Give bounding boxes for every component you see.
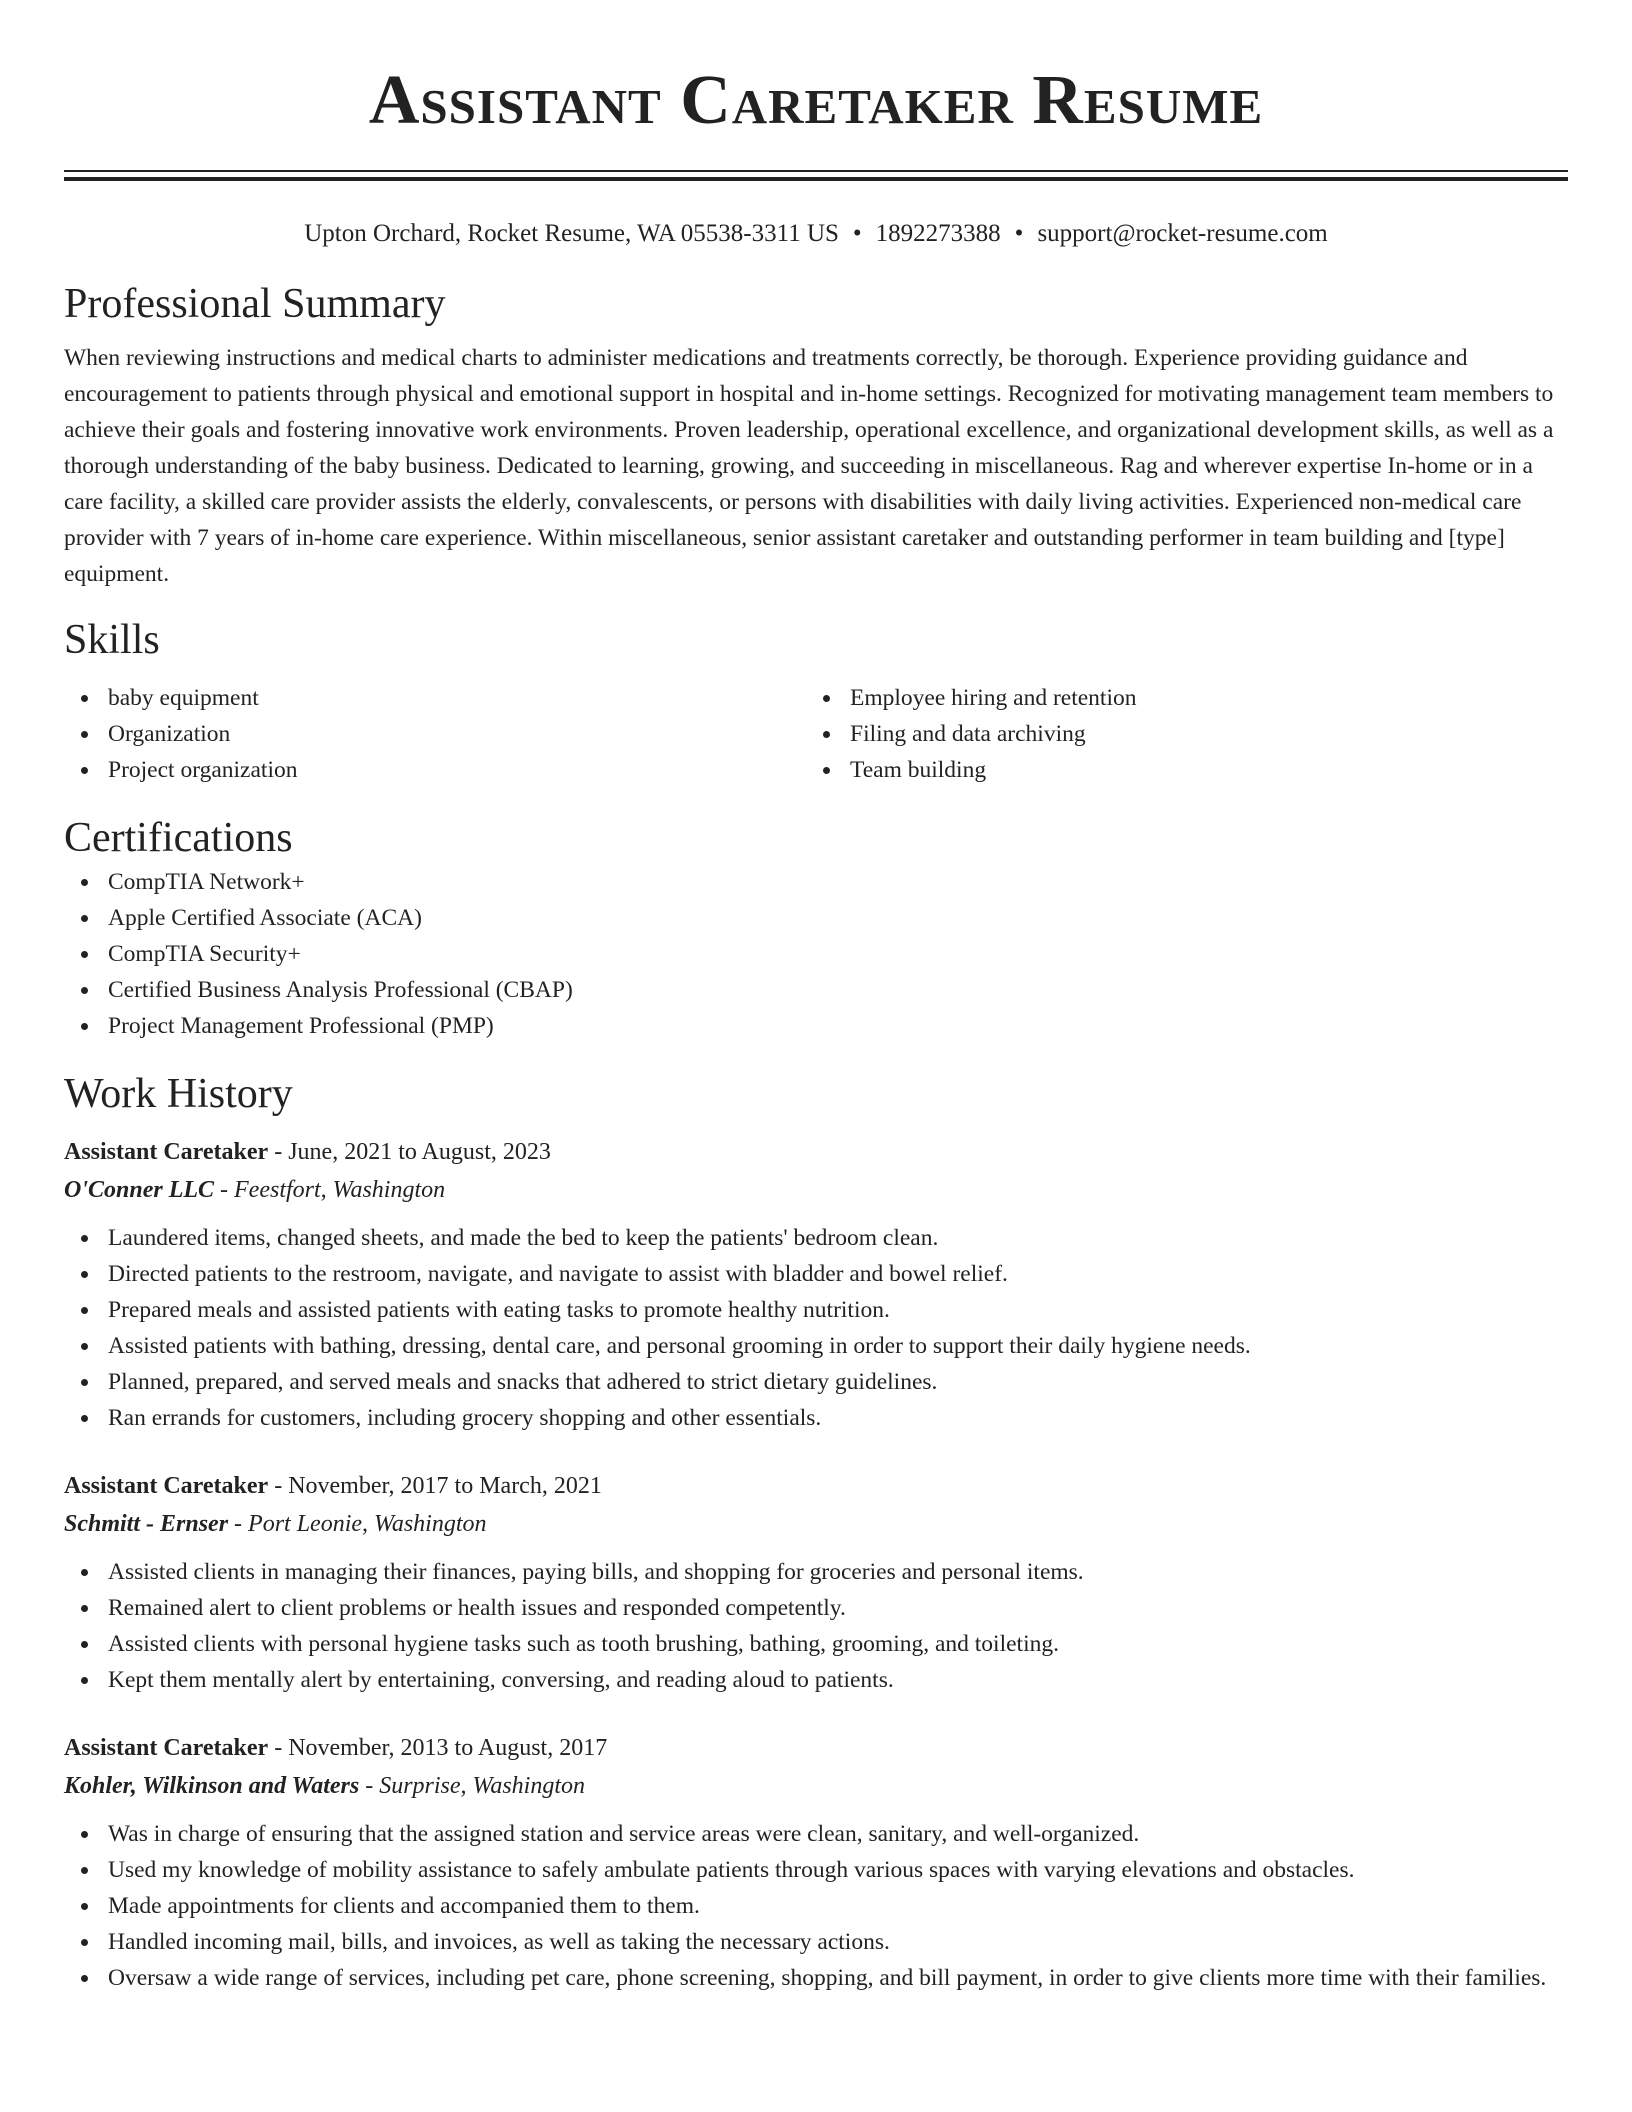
skills-column-left <box>64 680 806 788</box>
job-company-line <box>64 1766 1568 1806</box>
work-history-heading: Work History <box>64 1071 293 1117</box>
skills-columns <box>64 680 1568 788</box>
job-bullet: Remained alert to client problems or health issues and responded competently. <box>64 1590 1568 1626</box>
skill-item: Filing and data archiving <box>806 716 1548 752</box>
job-bullet: Made appointments for clients and accompanied them to them. <box>64 1888 1568 1924</box>
job-title-line <box>64 1134 1568 1170</box>
job-bullet: Planned, prepared, and served meals and snacks that adhered to strict dietary guidelines. <box>64 1364 1568 1400</box>
job-entry <box>64 1468 1568 1698</box>
certifications-heading: Certifications <box>64 815 293 861</box>
job-bullet: Ran errands for customers, including grocery shopping and other essentials. <box>64 1400 1568 1436</box>
summary-section <box>64 278 1568 592</box>
contact-separator: • <box>1014 220 1024 247</box>
certification-item: CompTIA Security+ <box>64 936 1568 972</box>
job-dates: - November, 2017 to March, 2021 <box>268 1473 602 1499</box>
job-bullet: Kept them mentally alert by entertaining, conversing, and reading aloud to patients. <box>64 1662 1568 1698</box>
job-company-line <box>64 1170 1568 1210</box>
job-bullet: Prepared meals and assisted patients with eating tasks to promote healthy nutrition. <box>64 1292 1568 1328</box>
contact-email: support@rocket-resume.com <box>1037 220 1328 247</box>
certification-item: Project Management Professional (PMP) <box>64 1008 1568 1044</box>
title-divider <box>64 170 1568 182</box>
job-location: - Surprise, Washington <box>359 1773 586 1799</box>
skill-item: Organization <box>64 716 806 752</box>
job-location: - Port Leonie, Washington <box>228 1511 487 1537</box>
certifications-section <box>64 812 1568 1044</box>
job-company: Schmitt - Ernser <box>64 1511 229 1537</box>
resume-page <box>64 0 1568 1996</box>
job-title-line <box>64 1468 1568 1504</box>
job-title-line <box>64 1730 1568 1766</box>
certification-item: Apple Certified Associate (ACA) <box>64 900 1568 936</box>
job-bullet: Used my knowledge of mobility assistance to safely ambulate patients through various spaces with varying elevations and obstacles. <box>64 1852 1568 1888</box>
job-title: Assistant Caretaker <box>64 1473 269 1499</box>
job-bullet: Laundered items, changed sheets, and made the bed to keep the patients' bedroom clean. <box>64 1220 1568 1256</box>
contact-phone: 1892273388 <box>875 220 1001 247</box>
job-title: Assistant Caretaker <box>64 1139 269 1165</box>
job-bullet: Directed patients to the restroom, navigate, and navigate to assist with bladder and bowel relief. <box>64 1256 1568 1292</box>
certification-item: CompTIA Network+ <box>64 864 1568 900</box>
skill-item: Employee hiring and retention <box>806 680 1548 716</box>
job-company: O'Conner LLC <box>64 1177 215 1203</box>
job-company-line <box>64 1504 1568 1544</box>
job-dates: - June, 2021 to August, 2023 <box>268 1139 551 1165</box>
job-entry <box>64 1730 1568 1996</box>
contact-line <box>64 218 1568 250</box>
skill-item: Project organization <box>64 752 806 788</box>
job-bullet: Was in charge of ensuring that the assigned station and service areas were clean, sanitary, and well-organized. <box>64 1816 1568 1852</box>
contact-separator: • <box>852 220 862 247</box>
skill-item: baby equipment <box>64 680 806 716</box>
resume-title: Assistant Caretaker Resume <box>368 62 1264 139</box>
job-location: - Feestfort, Washington <box>214 1177 446 1203</box>
summary-text: When reviewing instructions and medical charts to administer medications and treatments correctly, be thorough. Experience providing guidance and encouragement to patients through physical and emotional support in hospital and in-home settings. Recognized for motivating management team members to achieve their goals and fostering innovative work environments. Proven leadership, operational excellence, and organizational development skills, as well as a thorough understanding of the baby business. Dedicated to learning, growing, and succeeding in miscellaneous. Rag and wherever expertise In-home or in a care facility, a skilled care provider assists the elderly, convalescents, or persons with disabilities with daily living activities. Experienced non-medical care provider with 7 years of in-home care experience. Within miscellaneous, senior assistant caretaker and outstanding performer in team building and [type] equipment. <box>64 345 1554 587</box>
certification-item: Certified Business Analysis Professional (CBAP) <box>64 972 1568 1008</box>
contact-address: Upton Orchard, Rocket Resume, WA 05538-3311 US <box>304 220 839 247</box>
job-title: Assistant Caretaker <box>64 1735 269 1761</box>
job-bullet: Assisted clients in managing their finances, paying bills, and shopping for groceries and personal items. <box>64 1554 1568 1590</box>
job-bullet: Assisted clients with personal hygiene tasks such as tooth brushing, bathing, grooming, and toileting. <box>64 1626 1568 1662</box>
skills-section <box>64 614 1568 788</box>
job-bullet: Handled incoming mail, bills, and invoices, as well as taking the necessary actions. <box>64 1924 1568 1960</box>
skill-item: Team building <box>806 752 1548 788</box>
job-dates: - November, 2013 to August, 2017 <box>268 1735 608 1761</box>
job-company: Kohler, Wilkinson and Waters <box>64 1773 360 1799</box>
skills-column-right <box>806 680 1548 788</box>
job-bullet: Oversaw a wide range of services, including pet care, phone screening, shopping, and bill payment, in order to give clients more time with their families. <box>64 1960 1568 1996</box>
work-history-section <box>64 1068 1568 1996</box>
job-entry <box>64 1134 1568 1436</box>
skills-heading: Skills <box>64 617 160 663</box>
summary-heading: Professional Summary <box>64 281 446 327</box>
job-bullet: Assisted patients with bathing, dressing, dental care, and personal grooming in order to support their daily hygiene needs. <box>64 1328 1568 1364</box>
